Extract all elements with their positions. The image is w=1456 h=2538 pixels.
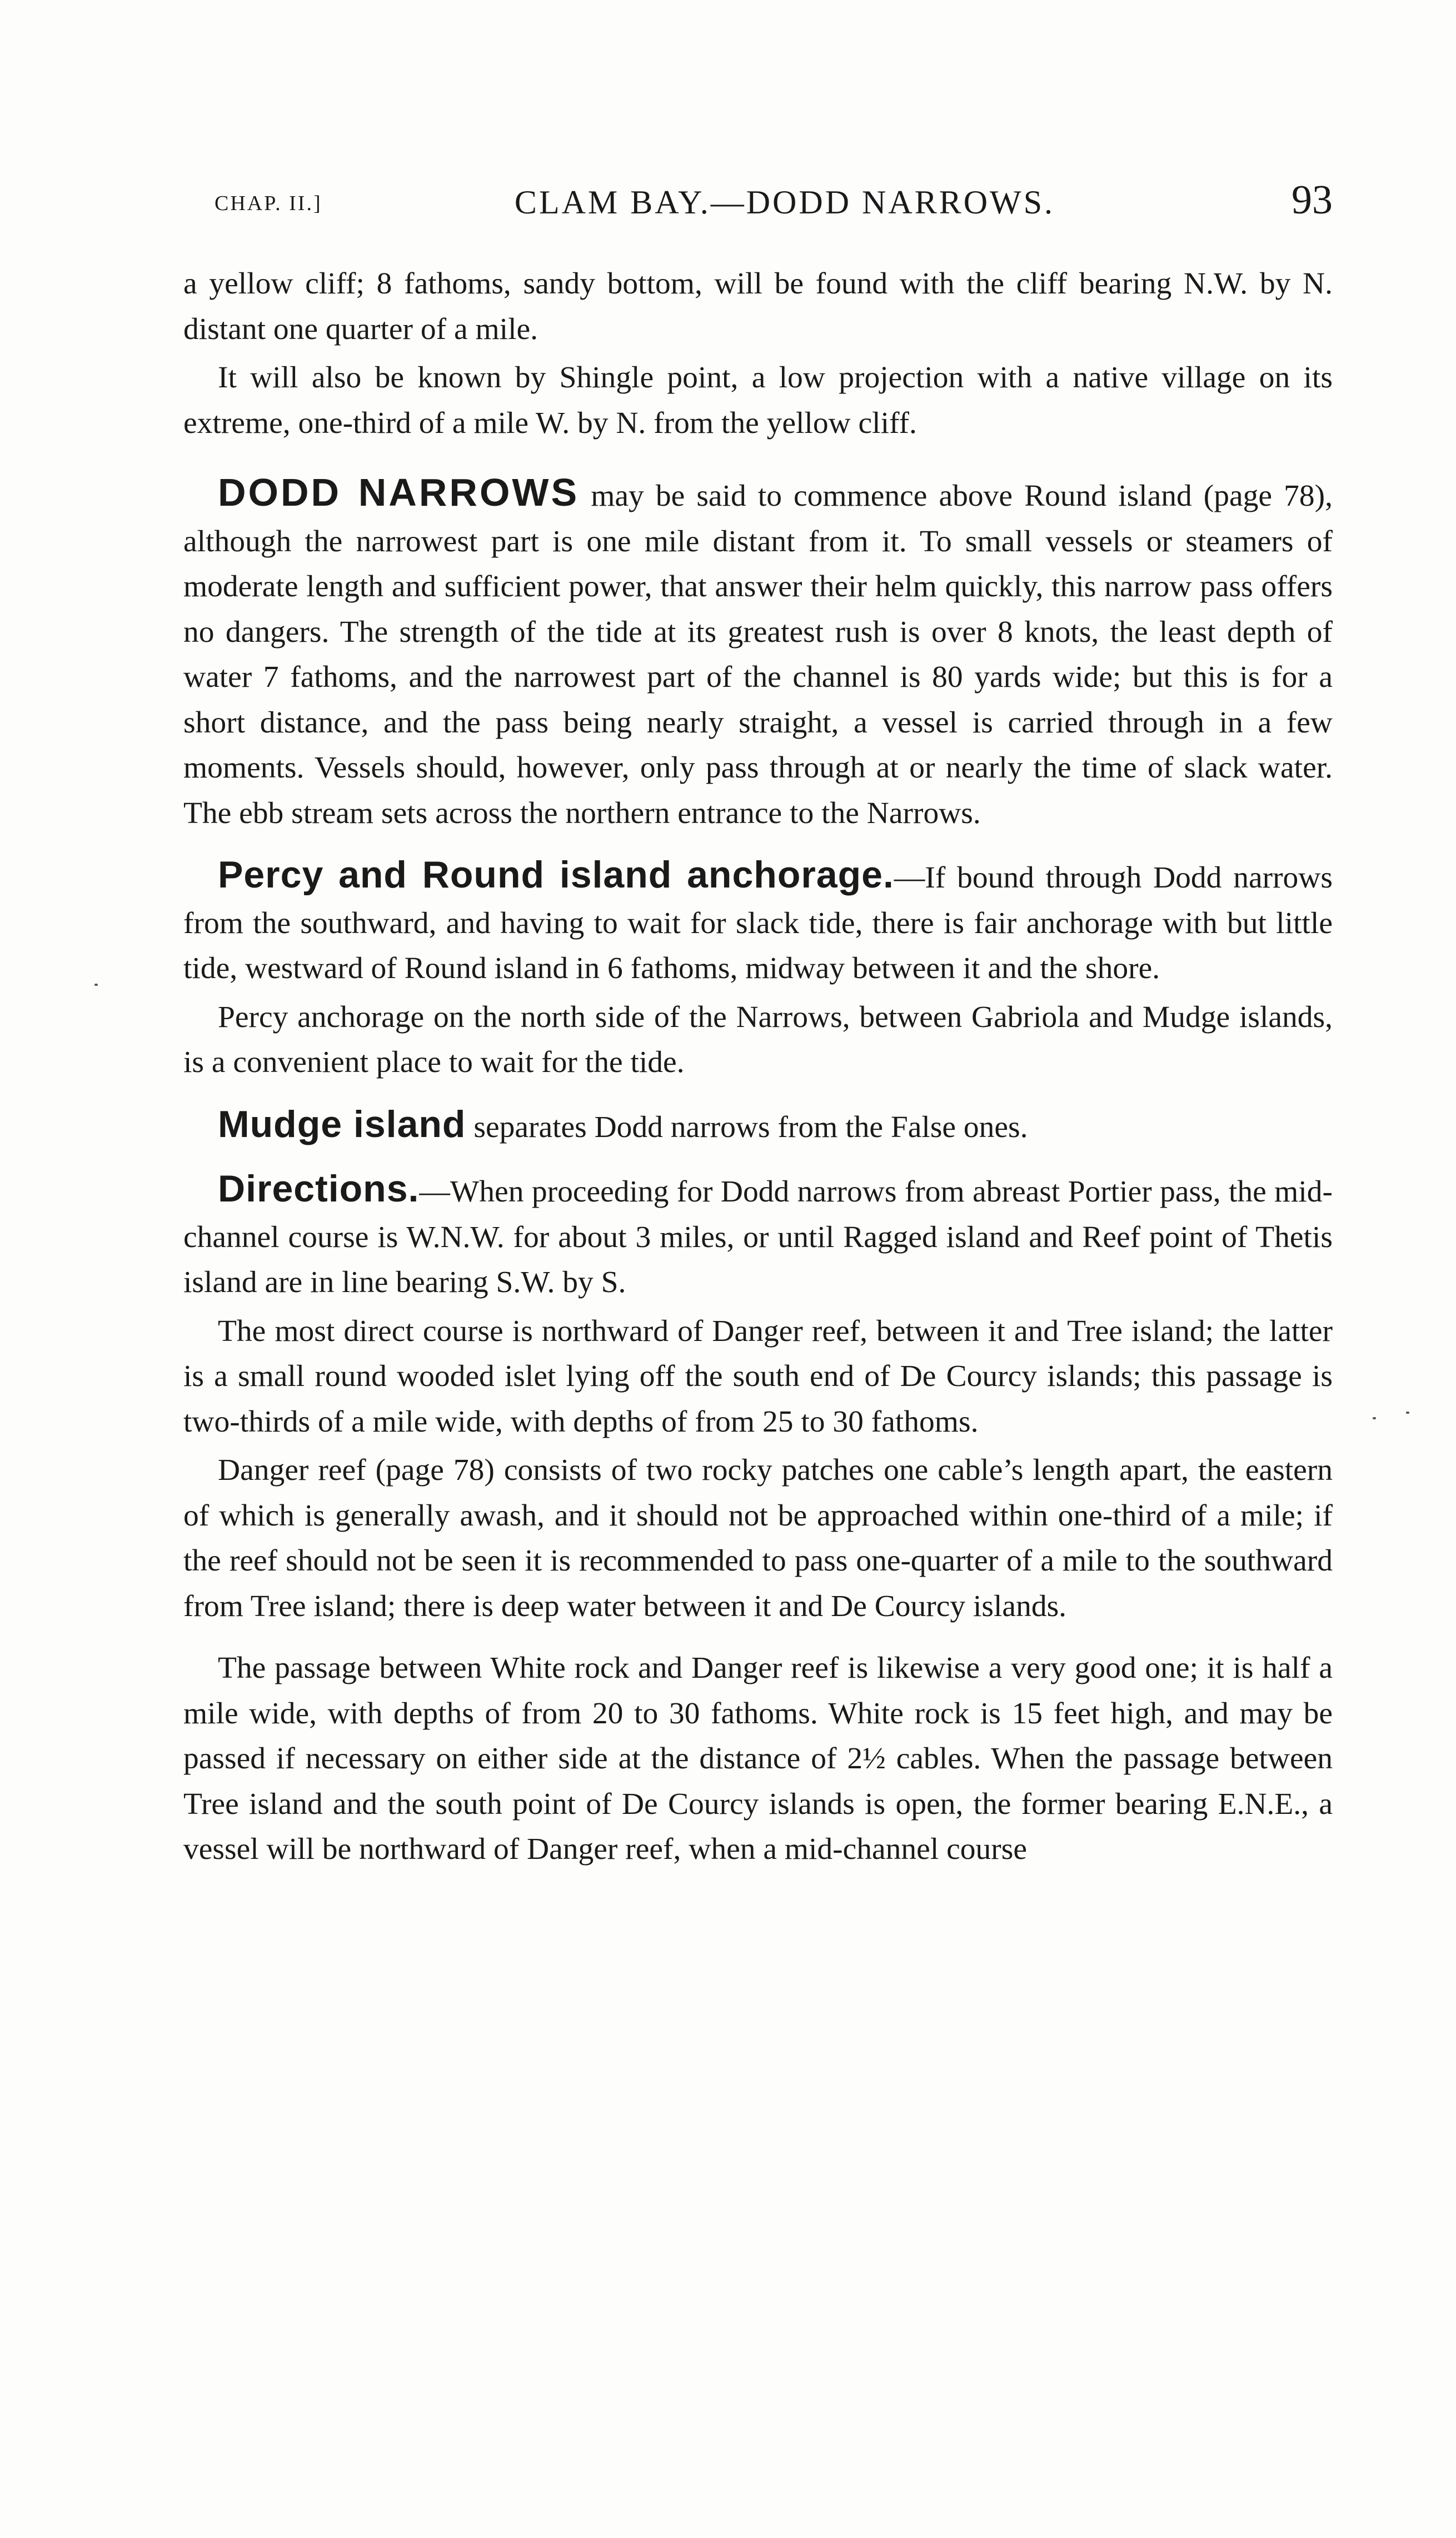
paragraph-text: separates Dodd narrows from the False ones. <box>466 1110 1028 1144</box>
section-heading: Mudge island <box>218 1103 466 1145</box>
paragraph-text: The passage between White rock and Danger reef is likewise a very good one; it is half a mile wide, with depths of from 20 to 30 fathoms. White rock is 15 feet high, and may be passed if necessary on either side at the distance of 2½ cables. When the passage between Tree island and the south point of De Courcy islands is open, the former bearing E.N.E., a vessel will be northward of Danger reef, when a mid-channel course <box>183 1651 1333 1866</box>
paragraph <box>183 355 1333 446</box>
paragraph-text: The most direct course is northward of Danger reef, between it and Tree island; the latter is a small round wooded islet lying off the south end of De Courcy islands; this passage is two-thirds of a mile wide, with depths of from 25 to 30 fathoms. <box>183 1314 1333 1439</box>
paragraph-text: Danger reef (page 78) consists of two rocky patches one cable’s length apart, the eastern of which is generally awash, and it should not be approached within one-third of a mile; if the reef should not be seen it is recommended to pass one-quarter of a mile to the southward from Tree island; there is deep water between it and De Courcy islands. <box>183 1453 1333 1623</box>
print-speck <box>94 984 98 986</box>
print-speck <box>1406 1412 1409 1414</box>
page-title: CLAM BAY.—DODD NARROWS. <box>514 184 1055 221</box>
paragraph-text: —If bound through Dodd narrows from the southward, and having to wait for slack tide, there is fair anchorage with but little tide, westward of Round island in 6 fathoms, midway between it and the shore. <box>183 861 1333 985</box>
paragraph <box>183 1646 1333 1872</box>
section-paragraph-mudge-island <box>183 1102 1333 1150</box>
section-paragraph-percy-round-anchorage <box>183 852 1333 991</box>
paragraph-text: —When proceeding for Dodd narrows from abreast Portier pass, the mid-channel course is W.N.W. for about 3 miles, or until Ragged island and Reef point of Thetis island are in line bearing S.W. by S. <box>183 1175 1333 1299</box>
print-speck <box>1373 1417 1376 1419</box>
section-heading: Percy and Round island anchorage. <box>218 854 894 896</box>
chapter-label: CHAP. II.] <box>215 192 322 215</box>
paragraph <box>183 1448 1333 1629</box>
paragraph-text: Percy anchorage on the north side of the Narrows, between Gabriola and Mudge islands, is a convenient place to wait for the tide. <box>183 1000 1333 1079</box>
paragraph <box>183 1309 1333 1445</box>
page-number: 93 <box>1292 177 1333 223</box>
section-paragraph-dodd-narrows <box>183 470 1333 836</box>
paragraph-text: may be said to commence above Round island (page 78), although the narrowest part is one mile distant from it. To small vessels or steamers of moderate length and sufficient power, that answer their helm quickly, this narrow pass offers no dangers. The strength of the tide at its greatest rush is over 8 knots, the least depth of water 7 fathoms, and the narrowest part of the channel is 80 yards wide; but this is for a short distance, and the pass being nearly straight, a vessel is carried through in a few moments. Vessels should, however, only pass through at or nearly the time of slack water. The ebb stream sets across the northern entrance to the Narrows. <box>183 479 1333 830</box>
section-heading: Directions. <box>218 1168 420 1210</box>
paragraph <box>183 261 1333 352</box>
paragraph-text: It will also be known by Shingle point, a low projection with a native village on its extreme, one-third of a mile W. by N. from the yellow cliff. <box>183 361 1333 440</box>
section-heading: DODD NARROWS <box>218 471 580 514</box>
running-header <box>215 177 1333 227</box>
section-paragraph-directions <box>183 1166 1333 1305</box>
paragraph <box>183 995 1333 1085</box>
paragraph-text: a yellow cliff; 8 fathoms, sandy bottom, will be found with the cliff bearing N.W. by N. distant one quarter of a mile. <box>183 267 1333 346</box>
body-text <box>183 261 1333 1872</box>
